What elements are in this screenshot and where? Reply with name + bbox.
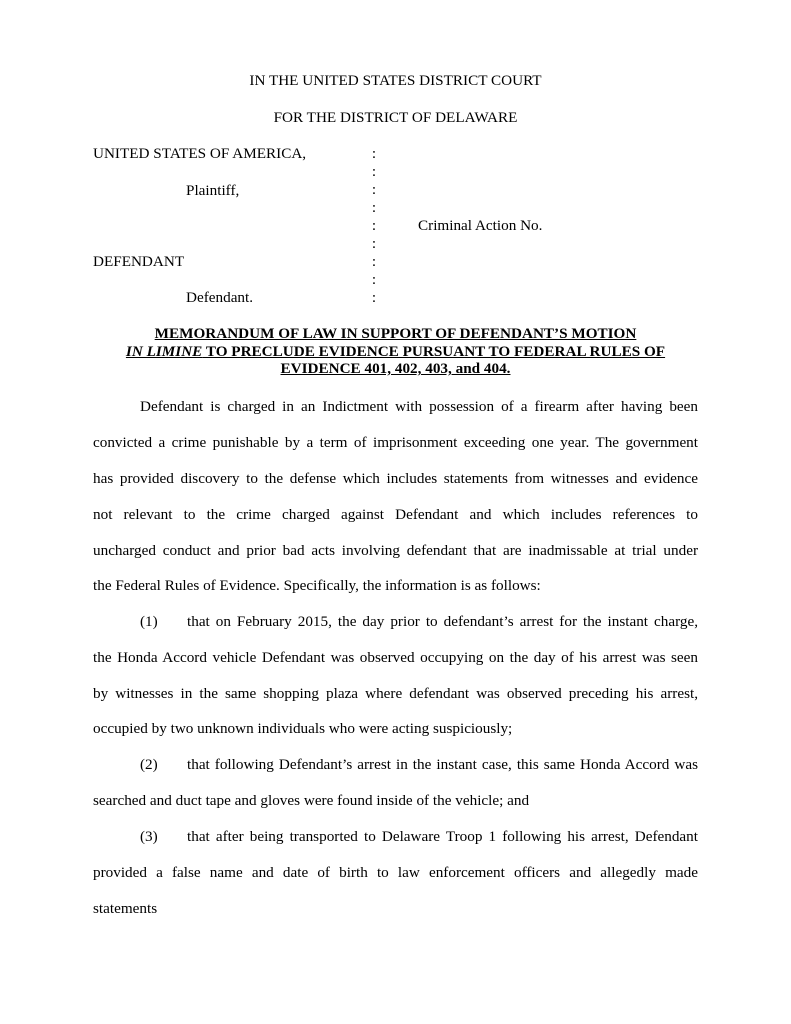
list-item-first-line [93, 613, 698, 631]
caption-separator: : [371, 289, 377, 306]
plaintiff-role: Plaintiff, [186, 182, 240, 199]
list-item-number: (1) [140, 613, 158, 630]
body-line: uncharged conduct and prior bad acts involving defendant that are inadmissable at trial under [93, 542, 698, 559]
caption-separator: : [371, 217, 377, 234]
body-line: provided a false name and date of birth to law enforcement officers and allegedly made [93, 864, 698, 881]
body-line: occupied by two unknown individuals who were acting suspiciously; [93, 720, 513, 737]
defendant-name: DEFENDANT [93, 253, 185, 270]
caption-separator: : [371, 181, 377, 198]
plaintiff-name: UNITED STATES OF AMERICA, [93, 145, 307, 162]
list-item-text: that on February 2015, the day prior to defendant’s arrest for the instant charge, [187, 613, 698, 630]
list-item-first-line [93, 828, 698, 846]
in-limine-text: IN LIMINE [125, 342, 203, 360]
court-district: FOR THE DISTRICT OF DELAWARE [273, 109, 518, 126]
title-line-2 [93, 343, 698, 361]
title-line-2-rest: TO PRECLUDE EVIDENCE PURSUANT TO FEDERAL RULES OF [202, 342, 666, 360]
caption-separator: : [371, 199, 377, 216]
body-line: the Federal Rules of Evidence. Specifically, the information is as follows: [93, 577, 541, 594]
court-name: IN THE UNITED STATES DISTRICT COURT [249, 72, 542, 89]
criminal-action-label: Criminal Action No. [418, 217, 543, 234]
caption-separator: : [371, 163, 377, 180]
caption-separator: : [371, 253, 377, 270]
defendant-role: Defendant. [186, 289, 254, 306]
body-line: the Honda Accord vehicle Defendant was observed occupying on the day of his arrest was seen [93, 649, 698, 666]
list-item-number: (3) [140, 828, 158, 845]
body-line: statements [93, 900, 158, 917]
list-item-text: that after being transported to Delaware Troop 1 following his arrest, Defendant [187, 828, 698, 845]
caption-separator: : [371, 145, 377, 162]
title-line-3: EVIDENCE 401, 402, 403, and 404. [280, 360, 511, 377]
body-line: searched and duct tape and gloves were found inside of the vehicle; and [93, 792, 530, 809]
list-item-first-line [93, 756, 698, 774]
caption-separator: : [371, 235, 377, 252]
list-item-text: that following Defendant’s arrest in the instant case, this same Honda Accord was [187, 756, 698, 773]
body-line: convicted a crime punishable by a term of imprisonment exceeding one year. The government [93, 434, 698, 451]
body-line: has provided discovery to the defense which includes statements from witnesses and evidence [93, 470, 698, 487]
caption-separator: : [371, 271, 377, 288]
memorandum-title [93, 325, 698, 378]
body-line: by witnesses in the same shopping plaza where defendant was observed preceding his arrest, [93, 685, 698, 702]
body-line: not relevant to the crime charged against Defendant and which includes references to [93, 506, 698, 523]
body-line: Defendant is charged in an Indictment with possession of a firearm after having been [140, 398, 698, 415]
title-line-1: MEMORANDUM OF LAW IN SUPPORT OF DEFENDANT’S MOTION [154, 325, 637, 342]
list-item-number: (2) [140, 756, 158, 773]
